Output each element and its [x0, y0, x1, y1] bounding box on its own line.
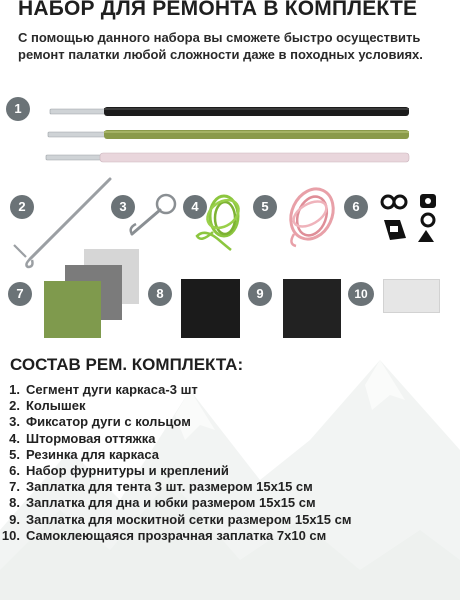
hardware-set-image [378, 190, 448, 250]
list-item: 1. Сегмент дуги каркаса-3 шт [9, 382, 198, 397]
badge-6: 6 [344, 195, 368, 219]
badge-3: 3 [111, 195, 135, 219]
badge-9: 9 [248, 282, 272, 306]
list-item: 3. Фиксатор дуги с кольцом [9, 414, 191, 430]
badge-10: 10 [348, 282, 374, 306]
list-item: 4. Штормовая оттяжка [9, 430, 156, 446]
list-item: 2. Колышек [9, 398, 86, 414]
patch-green [44, 281, 101, 338]
patch-black-mesh [283, 279, 341, 338]
composition-list [0, 382, 351, 544]
list-item: 9. Заплатка для москитной сетки размером 15х15 см [9, 511, 352, 527]
patch-black-floor [181, 279, 240, 338]
composition-title: СОСТАВ РЕМ. КОМПЛЕКТА: [10, 355, 244, 374]
list-item: 6. Набор фурнитуры и креплений [9, 463, 229, 479]
pole-clip-ring-image [126, 190, 181, 240]
list-item: 5. Резинка для каркаса [9, 446, 159, 462]
elastic-cord-image [282, 184, 342, 249]
intro-text: С помощью данного набора вы сможете быстро осуществить ремонт палатки любой сложности даже в походных условиях. [18, 30, 423, 62]
list-item: 10. Самоклеющаяся прозрачная заплатка 7х10 см [1, 527, 327, 543]
badge-7: 7 [8, 282, 32, 306]
page-title: НАБОР ДЛЯ РЕМОНТА В КОМПЛЕКТЕ [18, 0, 418, 20]
badge-8: 8 [148, 282, 172, 306]
badge-5: 5 [253, 195, 277, 219]
badge-1: 1 [6, 97, 30, 121]
badge-2: 2 [10, 195, 34, 219]
patch-clear [383, 279, 440, 313]
pole-segments-image [44, 100, 414, 170]
list-item: 8. Заплатка для дна и юбки размером 15х15 см [9, 495, 316, 511]
badge-4: 4 [183, 195, 207, 219]
list-item: 7. Заплатка для тента 3 шт. размером 15х15 см [9, 479, 313, 495]
